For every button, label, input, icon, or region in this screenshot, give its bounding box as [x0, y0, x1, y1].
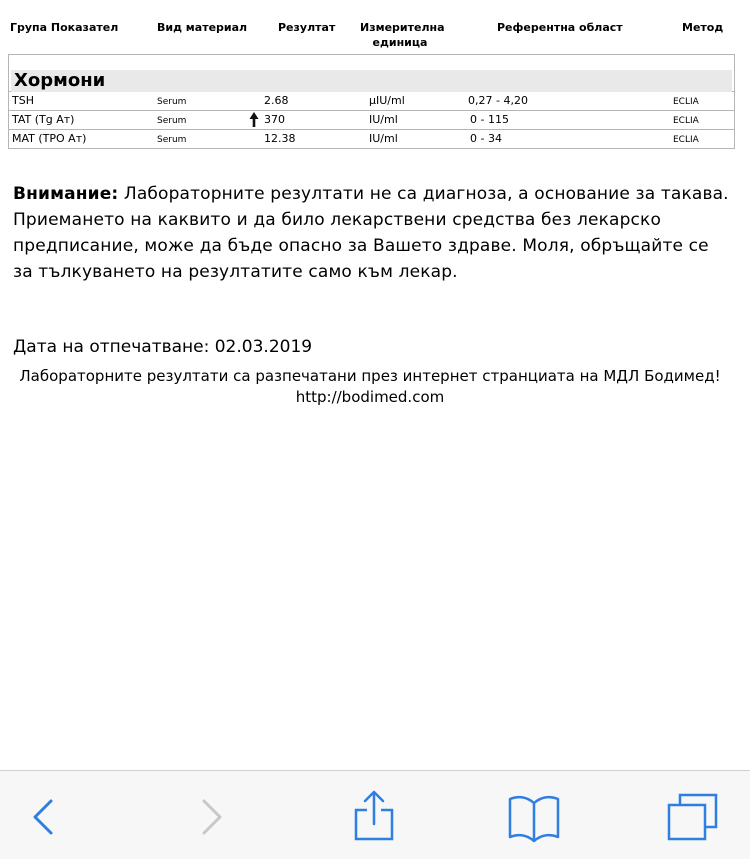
- header-group: Група Показател: [10, 21, 119, 34]
- row-result: 12.38: [264, 132, 296, 145]
- header-unit: Измерителна единица: [360, 21, 445, 49]
- footer-url[interactable]: http://bodimed.com: [295, 388, 445, 406]
- table-row: [8, 130, 735, 149]
- warning-label: Внимание:: [13, 184, 119, 204]
- bookmarks-button[interactable]: [506, 789, 562, 845]
- high-flag-arrow-icon: [249, 112, 259, 127]
- header-method: Метод: [682, 21, 724, 34]
- warning-text: Лабораторните резултати не са диагноза, а основание за такава. Приемането на каквито и да било лекарствени средства без лекарско предписание, може да бъде опасно за Вашето здраве. Моля, обръщайте се за тълкуването на резултатите само към лекар.: [13, 184, 729, 282]
- share-button[interactable]: [346, 789, 402, 845]
- row-reference: 0 - 115: [470, 113, 509, 126]
- footer-note: Лабораторните резултати са разпечатани през интернет странциата на МДЛ Бодимед!: [19, 367, 721, 385]
- back-icon: [14, 789, 70, 845]
- row-reference: 0 - 34: [470, 132, 502, 145]
- row-unit: IU/ml: [369, 132, 398, 145]
- row-reference: 0,27 - 4,20: [468, 94, 528, 107]
- header-result: Резултат: [278, 21, 336, 34]
- row-result: 2.68: [264, 94, 289, 107]
- back-button[interactable]: [14, 789, 70, 845]
- group-title: Хормони: [11, 70, 732, 92]
- forward-icon: [183, 789, 239, 845]
- table-header: [8, 15, 738, 55]
- row-material: Serum: [157, 135, 187, 145]
- header-material: Вид материал: [157, 21, 248, 34]
- row-method: ECLIA: [673, 135, 699, 145]
- share-icon: [346, 789, 402, 845]
- warning-paragraph: [13, 181, 733, 285]
- bookmarks-icon: [506, 789, 562, 845]
- results-table: [8, 15, 738, 145]
- row-material: Serum: [157, 97, 187, 107]
- footer: [10, 366, 730, 408]
- row-name: MAT (TPO Ат): [12, 132, 87, 145]
- row-material: Serum: [157, 116, 187, 126]
- row-name: TAT (Tg Ат): [12, 113, 75, 126]
- tabs-button[interactable]: [664, 789, 720, 845]
- forward-button[interactable]: [183, 789, 239, 845]
- row-method: ECLIA: [673, 97, 699, 107]
- tabs-icon: [664, 789, 720, 845]
- row-unit: µIU/ml: [369, 94, 405, 107]
- row-unit: IU/ml: [369, 113, 398, 126]
- browser-toolbar: [0, 770, 750, 859]
- header-reference: Референтна област: [497, 21, 623, 34]
- table-row: [8, 92, 735, 111]
- row-result: 370: [264, 113, 285, 126]
- row-method: ECLIA: [673, 116, 699, 126]
- row-name: TSH: [12, 94, 34, 107]
- table-row: [8, 111, 735, 130]
- print-date: Дата на отпечатване: 02.03.2019: [13, 337, 313, 357]
- group-section: [8, 54, 735, 92]
